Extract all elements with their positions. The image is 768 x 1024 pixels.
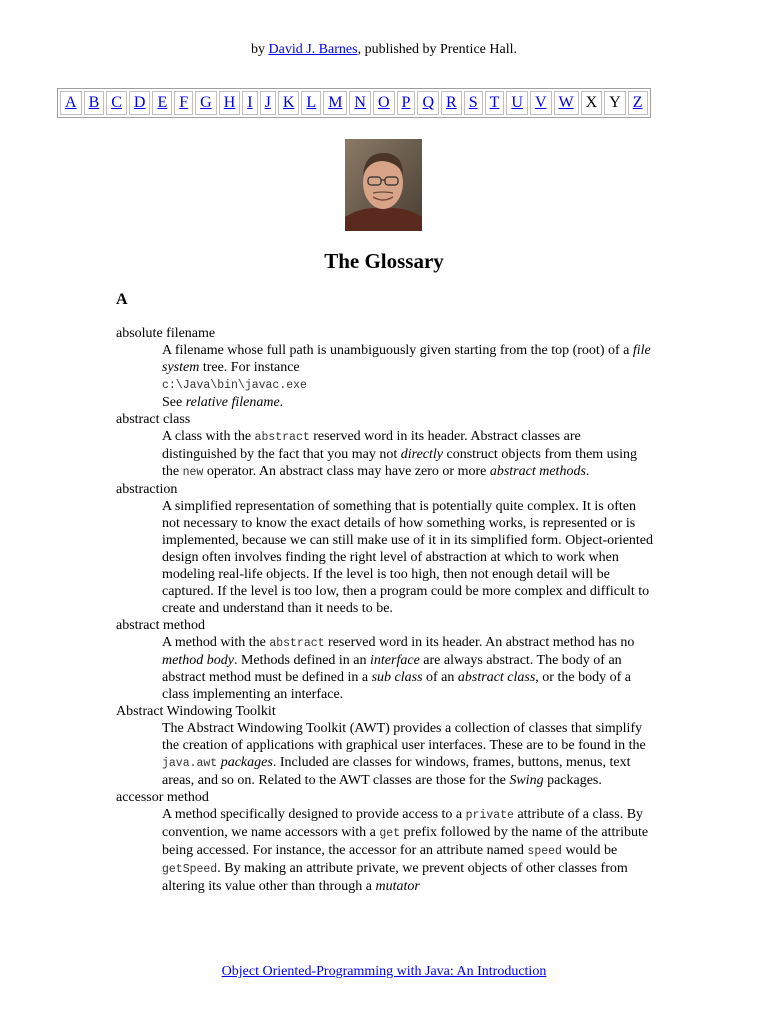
letter-link-t[interactable]: T	[489, 94, 500, 111]
definition-text: See	[162, 395, 186, 410]
code-keyword: get	[379, 827, 401, 840]
letter-link-d[interactable]: D	[133, 94, 146, 111]
definition-text: The Abstract Windowing Toolkit (AWT) provides a collection of classes that simplify the creation of applications with graphical user interfaces. These are to be found in the	[162, 721, 646, 753]
book-title-link[interactable]: Object Oriented-Programming with Java: An Introduction	[221, 964, 547, 979]
section-letter: A	[116, 291, 128, 308]
letter-link-b[interactable]: B	[88, 94, 100, 111]
definition-emphasis: mutator	[375, 879, 420, 894]
letter-link-q[interactable]: Q	[422, 94, 435, 111]
definition-emphasis: relative filename	[185, 395, 280, 410]
definition-emphasis: sub class	[371, 670, 423, 685]
letter-link-g[interactable]: G	[200, 94, 212, 111]
definition-text: .	[585, 464, 590, 479]
code-example: c:\Java\bin\javac.exe	[162, 379, 307, 392]
author-portrait-image	[345, 139, 422, 231]
term-abstraction: abstraction	[116, 482, 178, 497]
term-abstract-class: abstract class	[116, 412, 191, 427]
definition-emphasis: abstract class	[457, 670, 536, 685]
letter-link-r[interactable]: R	[446, 94, 457, 111]
letter-link-m[interactable]: M	[328, 94, 343, 111]
definition-emphasis: directly	[400, 447, 443, 462]
definition-text: A method with the	[162, 635, 270, 650]
definition-abstract-windowing-toolkit	[162, 720, 656, 789]
code-keyword: speed	[527, 845, 562, 858]
letter-link-f[interactable]: F	[179, 94, 189, 111]
definition-emphasis: abstract methods	[489, 464, 586, 479]
definition-emphasis: method body	[162, 653, 234, 668]
byline	[0, 42, 768, 58]
glossary-list	[116, 325, 656, 895]
code-keyword: private	[465, 809, 514, 822]
letter-link-s[interactable]: S	[468, 94, 478, 111]
page-title: The Glossary	[324, 249, 444, 273]
letter-link-a[interactable]: A	[65, 94, 77, 111]
definition-text: . Included are classes for windows, frames, buttons, menus, text areas, and so on. Related to the AWT classes are those for the	[162, 755, 631, 788]
definition-text: packages.	[543, 773, 602, 788]
letter-link-n[interactable]: N	[354, 94, 366, 111]
definition-emphasis: Swing	[509, 773, 544, 788]
byline-prefix: by	[251, 42, 269, 57]
definition-text: , or the body of a class implementing an interface.	[162, 670, 631, 702]
letter-link-i[interactable]: I	[247, 94, 253, 111]
author-photo	[345, 139, 422, 231]
code-keyword: java.awt	[162, 757, 218, 770]
definition-absolute-filename	[162, 342, 656, 411]
letter-link-e[interactable]: E	[157, 94, 168, 111]
definition-text: attribute of a class. By convention, we name accessors with a	[162, 807, 644, 840]
definition-accessor-method	[162, 806, 656, 895]
byline-suffix: , published by Prentice Hall.	[357, 42, 517, 57]
letter-link-w[interactable]: W	[558, 94, 574, 111]
code-keyword: getSpeed	[162, 863, 218, 876]
definition-text: reserved word in its header. Abstract classes are distinguished by the fact that you may not	[162, 429, 581, 462]
code-keyword: abstract	[269, 637, 325, 650]
definition-text: are always abstract. The body of an abstract method must be defined in a	[162, 653, 622, 685]
definition-text: of an	[422, 670, 458, 685]
definition-text: tree. For instance	[199, 360, 300, 375]
letter-link-p[interactable]: P	[401, 94, 411, 111]
definition-abstract-method	[162, 634, 656, 703]
term-accessor-method: accessor method	[116, 790, 209, 805]
term-abstract-windowing-toolkit: Abstract Windowing Toolkit	[116, 704, 276, 719]
code-keyword: new	[182, 466, 204, 479]
alphabet-index	[57, 88, 651, 118]
letter-link-k[interactable]: K	[282, 94, 295, 111]
letter-link-j[interactable]: J	[264, 94, 271, 111]
definition-text: operator. An abstract class may have zero or more	[203, 464, 490, 479]
term-absolute-filename: absolute filename	[116, 326, 216, 341]
letter-link-z[interactable]: Z	[632, 94, 643, 111]
letter-link-o[interactable]: O	[377, 94, 390, 111]
footer	[0, 964, 768, 980]
letter-link-l[interactable]: L	[306, 94, 317, 111]
definition-text: .	[279, 395, 284, 410]
definition-text: . Methods defined in an	[233, 653, 371, 668]
letter-y: Y	[609, 94, 621, 111]
definition-emphasis: packages	[220, 755, 273, 770]
definition-text: A filename whose full path is unambiguously given starting from the top (root) of a	[162, 343, 633, 358]
letter-link-c[interactable]: C	[111, 94, 122, 111]
definition-text: prefix followed by the name of the attribute being accessed. For instance, the accessor for an attribute named	[162, 825, 649, 858]
definition-abstract-class	[162, 428, 656, 481]
definition-text: reserved word in its header. An abstract method has no	[324, 635, 635, 650]
letter-link-v[interactable]: V	[534, 94, 547, 111]
definition-text: . By making an attribute private, we prevent objects of other classes from altering its value other than through a	[162, 861, 628, 894]
definition-text: A method specifically designed to provide access to a	[162, 807, 466, 822]
definition-text: would be	[561, 843, 618, 858]
definition-text: construct objects from them using the	[162, 447, 638, 479]
definition-emphasis: file system	[162, 343, 651, 375]
letter-link-u[interactable]: U	[511, 94, 523, 111]
definition-abstraction: A simplified representation of something that is potentially quite complex. It is often not necessary to know the exact details of how something works, is represented or is implemented, because we can still make use of it in its simplified form. Object-oriented design often involves finding the right level of abstraction at which to work when modeling real-life objects. If the level is too high, then not enough detail will be captured. If the level is too low, then a program could be more complex and difficult to create and understand than it needs to be.	[162, 499, 654, 616]
author-link[interactable]: David J. Barnes	[268, 42, 358, 57]
definition-emphasis: interface	[370, 653, 420, 668]
term-abstract-method: abstract method	[116, 618, 206, 633]
code-keyword: abstract	[254, 431, 310, 444]
definition-text: A class with the	[162, 429, 255, 444]
letter-link-h[interactable]: H	[223, 94, 236, 111]
letter-x: X	[585, 94, 598, 111]
